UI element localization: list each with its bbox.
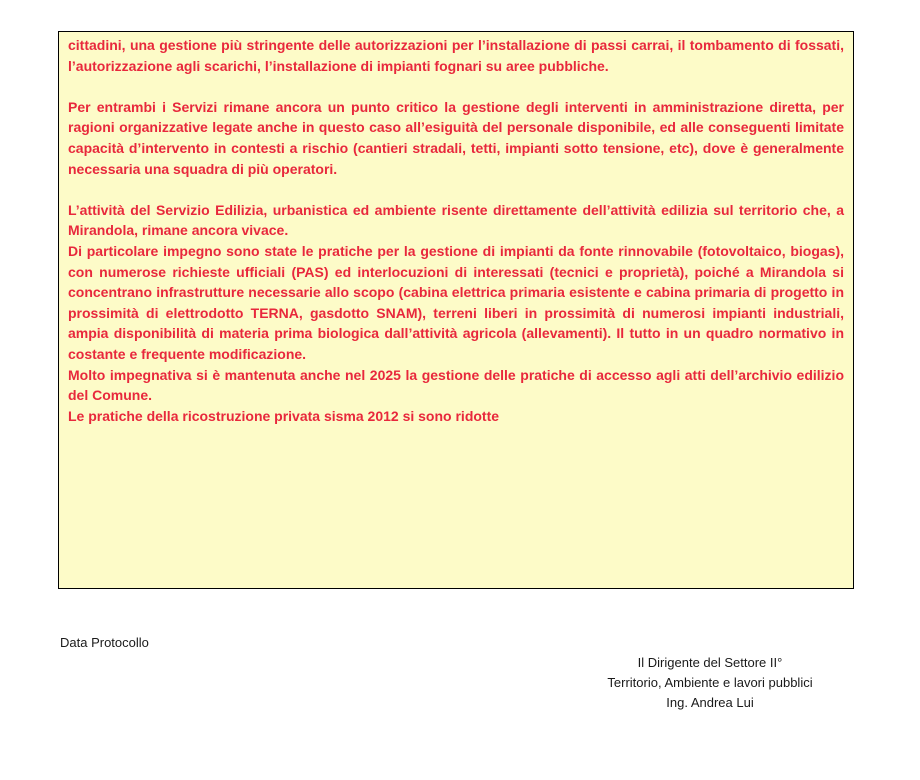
- paragraph-gap: [68, 179, 844, 200]
- protocol-date-label: Data Protocollo: [60, 635, 149, 650]
- signature-title: Il Dirigente del Settore II°: [637, 655, 783, 670]
- highlighted-text-box: [58, 31, 854, 589]
- paragraph-gap: [68, 76, 844, 97]
- paragraph-building-service: L’attività del Servizio Edilizia, urbanistica ed ambiente risente direttamente dell’attività edilizia sul territorio che, a Mirandola, rimane ancora vivace.: [68, 201, 844, 239]
- paragraph-renewable-energy: Di particolare impegno sono state le pratiche per la gestione di impianti da fonte rinnovabile (fotovoltaico, biogas), con numerose richieste ufficiali (PAS) ed interlocuzioni di interessati (tecnici e proprietà), poiché a Mirandola si concentrano infrastrutture necessarie allo scopo (cabina elettrica primaria esistente e cabina primaria di progetto in prossimità di elettrodotto TERNA, gasdotto SNAM), terreni liberi in prossimità di numerosi impianti industriali, ampia disponibilità di materia prima biologica dall’attività agricola (allevamenti). Il tutto in un quadro normativo in costante e frequente modificazione.: [68, 242, 844, 362]
- signature-department: Territorio, Ambiente e lavori pubblici: [607, 675, 813, 690]
- paragraph-archive-access: Molto impegnativa si è mantenuta anche nel 2025 la gestione delle pratiche di accesso agli atti dell’archivio edilizio del Comune.: [68, 366, 844, 404]
- paragraph-reconstruction: Le pratiche della ricostruzione privata sisma 2012 si sono ridotte: [68, 407, 500, 424]
- signature-name: Ing. Andrea Lui: [666, 695, 754, 710]
- paragraph-critical-issues: Per entrambi i Servizi rimane ancora un punto critico la gestione degli interventi in amministrazione diretta, per ragioni organizzative legate anche in questo caso all’esiguità del personale disponibile, ed alle conseguenti limitate capacità d’intervento in contesti a rischio (cantieri stradali, tetti, impianti sotto tensione, etc), dove è generalmente necessaria una squadra di più operatori.: [68, 98, 844, 177]
- paragraph-permits: cittadini, una gestione più stringente delle autorizzazioni per l’installazione di passi carrai, il tombamento di fossati, l’autorizzazione agli scarichi, l’installazione di impianti fognari su aree pubbliche.: [68, 37, 844, 74]
- signature-block: [560, 653, 860, 713]
